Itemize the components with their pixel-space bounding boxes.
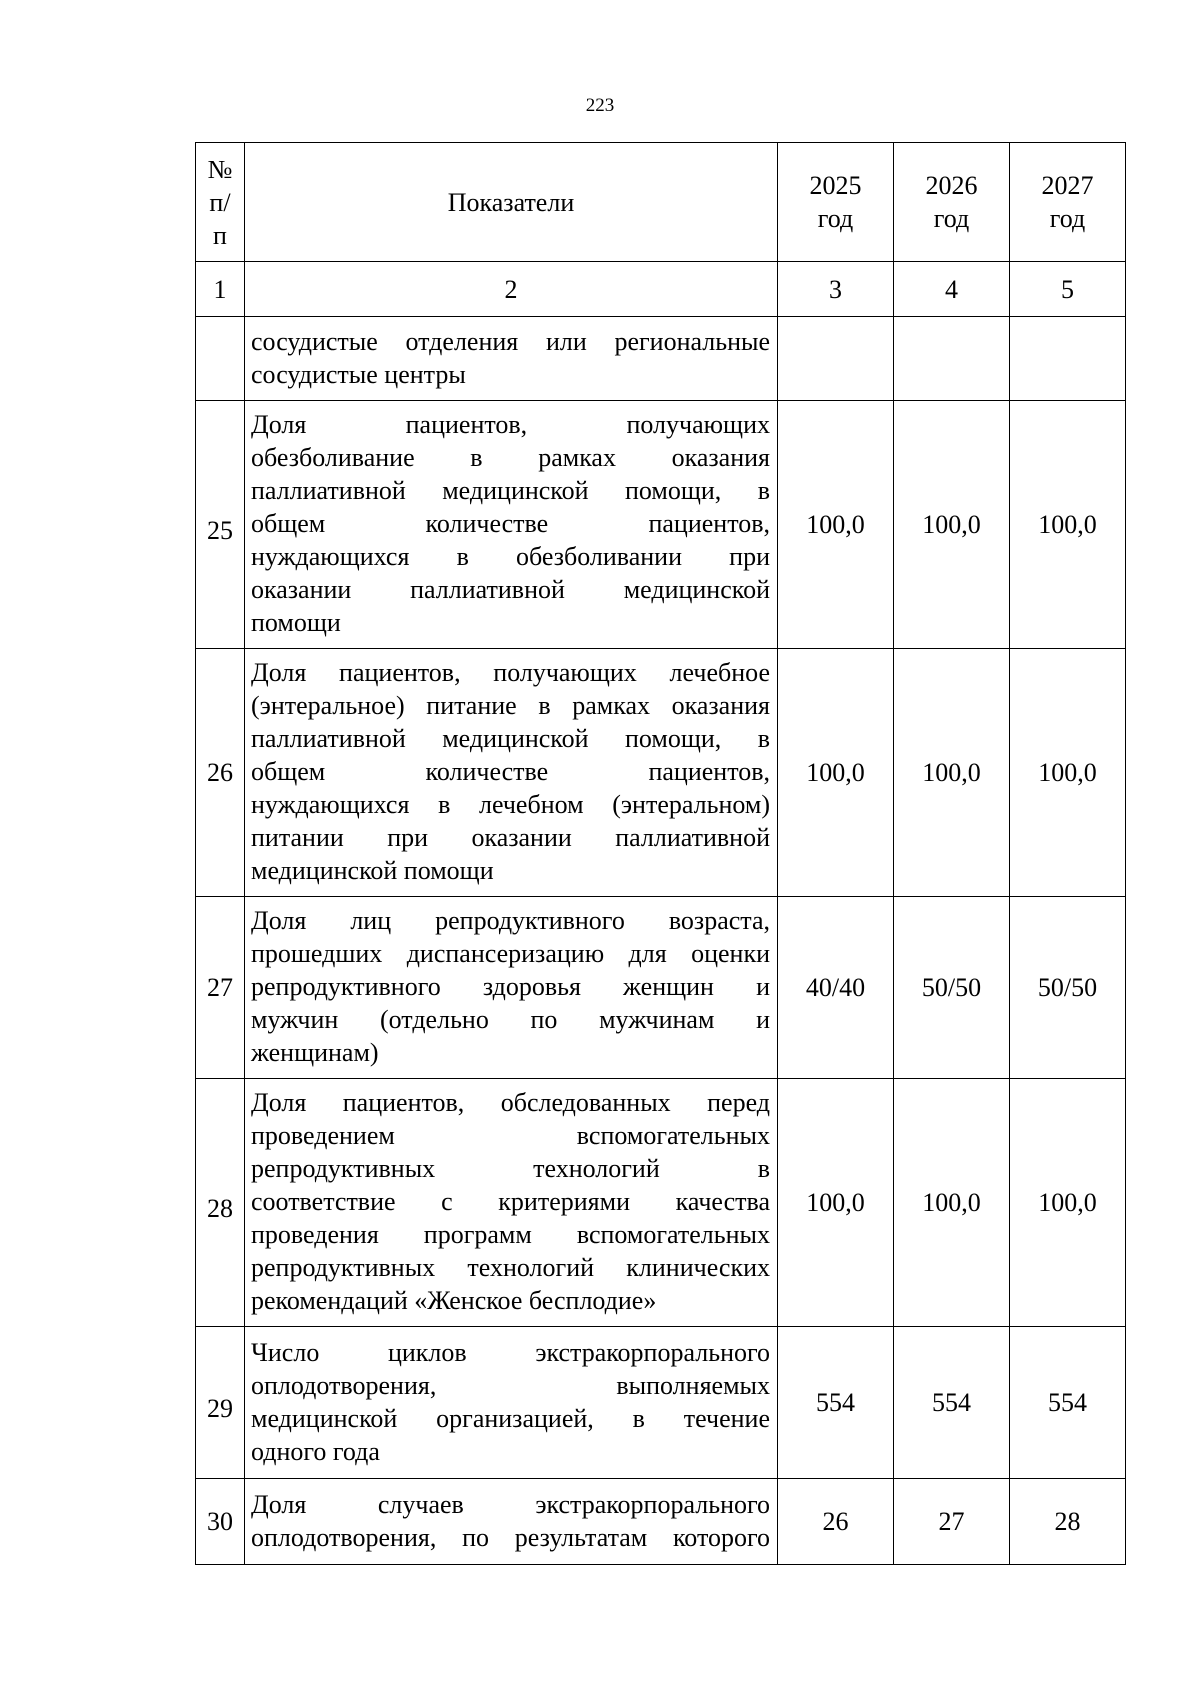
- table-row: [196, 649, 1126, 897]
- indicator-text-line: Доля пациентов, получающих лечебное: [251, 658, 770, 687]
- header-indicator-cell: Показатели: [245, 143, 778, 262]
- column-number-row: [196, 262, 1126, 317]
- table-row: [196, 1079, 1126, 1327]
- indicator-text-line: Доля лиц репродуктивного возраста,: [251, 906, 770, 935]
- table-body: [196, 317, 1126, 1565]
- indicator-text-line: оказании паллиативной медицинской: [251, 575, 770, 604]
- indicator-text-cell: [245, 897, 778, 1079]
- indicator-text-line: оплодотворения, по результатам которого: [251, 1522, 770, 1552]
- indicator-text-cell: [245, 1479, 778, 1565]
- header-year: 2025: [809, 171, 862, 200]
- value-cell-2025: 100,0: [778, 401, 894, 649]
- value-cell-2026: 554: [894, 1327, 1010, 1479]
- indicator-text-line: Доля случаев экстракорпорального: [251, 1489, 770, 1519]
- column-number-cell: 3: [778, 262, 894, 317]
- table-row: [196, 317, 1126, 401]
- indicator-text-line: мужчин (отдельно по мужчинам и: [251, 1005, 770, 1034]
- header-number-cell: [196, 143, 245, 262]
- indicator-text-line: проведения программ вспомогательных: [251, 1220, 770, 1249]
- value-cell-2027: [1010, 317, 1126, 401]
- value-cell-2026: 100,0: [894, 649, 1010, 897]
- value-cell-2025: 26: [778, 1479, 894, 1565]
- indicator-text-line: медицинской организацией, в течение: [251, 1403, 770, 1433]
- indicator-text-cell: [245, 1079, 778, 1327]
- header-year-unit: год: [933, 204, 970, 233]
- row-number-cell: 25: [196, 401, 245, 649]
- indicator-text-line: питании при оказании паллиативной: [251, 823, 770, 852]
- row-number-cell: 29: [196, 1327, 245, 1479]
- indicator-text-line: общем количестве пациентов,: [251, 757, 770, 786]
- indicator-text-line: женщинам): [251, 1038, 379, 1067]
- header-number-line: п/: [209, 187, 231, 217]
- header-year-cell: [1010, 143, 1126, 262]
- indicator-text-line: рекомендаций «Женское бесплодие»: [251, 1286, 657, 1315]
- indicator-text-cell: [245, 649, 778, 897]
- header-year-unit: год: [1049, 204, 1086, 233]
- indicator-text-cell: [245, 317, 778, 401]
- value-cell-2026: [894, 317, 1010, 401]
- value-cell-2027: 100,0: [1010, 1079, 1126, 1327]
- indicator-text-line: одного года: [251, 1436, 380, 1466]
- table-header-row: [196, 143, 1126, 262]
- header-year: 2027: [1041, 171, 1094, 200]
- value-cell-2027: 50/50: [1010, 897, 1126, 1079]
- table-row: [196, 897, 1126, 1079]
- table-row: [196, 1479, 1126, 1565]
- indicator-text-line: помощи: [251, 608, 341, 637]
- indicator-text-line: Число циклов экстракорпорального: [251, 1337, 770, 1367]
- indicator-text-line: (энтеральное) питание в рамках оказания: [251, 691, 770, 720]
- header-year: 2026: [925, 171, 978, 200]
- indicator-text-cell: [245, 401, 778, 649]
- indicator-text-line: медицинской помощи: [251, 856, 494, 885]
- header-number-line: п: [213, 220, 227, 250]
- header-year-cell: [778, 143, 894, 262]
- indicator-text-line: прошедших диспансеризацию для оценки: [251, 939, 770, 968]
- header-number-line: №: [207, 154, 233, 184]
- value-cell-2025: [778, 317, 894, 401]
- indicator-text-line: репродуктивных технологий клинических: [251, 1253, 770, 1282]
- indicator-text-cell: [245, 1327, 778, 1479]
- header-year-unit: год: [817, 204, 854, 233]
- column-number-cell: 1: [196, 262, 245, 317]
- indicator-text-line: общем количестве пациентов,: [251, 509, 770, 538]
- value-cell-2026: 100,0: [894, 1079, 1010, 1327]
- page-number: 223: [585, 95, 615, 116]
- value-cell-2026: 50/50: [894, 897, 1010, 1079]
- indicator-text-line: сосудистые центры: [251, 359, 466, 389]
- table-row: [196, 401, 1126, 649]
- row-number-cell: 28: [196, 1079, 245, 1327]
- indicator-text-line: проведением вспомогательных: [251, 1121, 770, 1150]
- indicator-text-line: репродуктивных технологий в: [251, 1154, 770, 1183]
- value-cell-2025: 554: [778, 1327, 894, 1479]
- table-row: [196, 1327, 1126, 1479]
- column-number-cell: 2: [245, 262, 778, 317]
- indicator-text-line: оплодотворения, выполняемых: [251, 1370, 770, 1400]
- value-cell-2027: 28: [1010, 1479, 1126, 1565]
- column-number-cell: 4: [894, 262, 1010, 317]
- column-number-cell: 5: [1010, 262, 1126, 317]
- indicator-text-line: нуждающихся в лечебном (энтеральном): [251, 790, 770, 819]
- indicator-text-line: Доля пациентов, обследованных перед: [251, 1088, 770, 1117]
- value-cell-2025: 100,0: [778, 1079, 894, 1327]
- indicator-text-line: паллиативной медицинской помощи, в: [251, 476, 770, 505]
- indicator-text-line: Доля пациентов, получающих: [251, 410, 770, 439]
- row-number-cell: 30: [196, 1479, 245, 1565]
- indicator-text-line: сосудистые отделения или региональные: [251, 326, 770, 356]
- indicator-text-line: репродуктивного здоровья женщин и: [251, 972, 770, 1001]
- indicator-text-line: паллиативной медицинской помощи, в: [251, 724, 770, 753]
- value-cell-2025: 40/40: [778, 897, 894, 1079]
- row-number-cell: 27: [196, 897, 245, 1079]
- value-cell-2026: 27: [894, 1479, 1010, 1565]
- value-cell-2025: 100,0: [778, 649, 894, 897]
- row-number-cell: [196, 317, 245, 401]
- indicator-text-line: соответствие с критериями качества: [251, 1187, 770, 1216]
- value-cell-2027: 100,0: [1010, 401, 1126, 649]
- value-cell-2026: 100,0: [894, 401, 1010, 649]
- indicators-table: [195, 142, 1126, 1565]
- indicator-text-line: обезболивание в рамках оказания: [251, 443, 770, 472]
- value-cell-2027: 554: [1010, 1327, 1126, 1479]
- value-cell-2027: 100,0: [1010, 649, 1126, 897]
- row-number-cell: 26: [196, 649, 245, 897]
- indicator-text-line: нуждающихся в обезболивании при: [251, 542, 770, 571]
- header-year-cell: [894, 143, 1010, 262]
